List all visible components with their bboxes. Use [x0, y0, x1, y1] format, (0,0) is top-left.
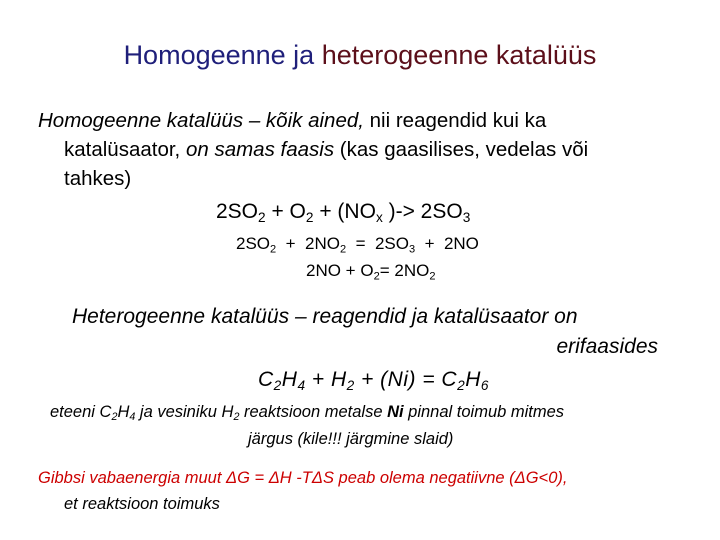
note-nickel-bold: Ni	[387, 403, 404, 421]
eq1-t2: + O	[265, 200, 306, 223]
homogeneous-line2-b: on samas faasis	[185, 138, 335, 161]
homogeneous-line2-a: katalüsaator,	[64, 138, 186, 161]
note-s5: 2	[233, 411, 240, 424]
equation-so2-oxidation	[216, 197, 470, 227]
note-t0: eteeni C	[50, 403, 112, 421]
eq1-s1: 2	[258, 210, 266, 226]
eq1-t0: 2SO	[216, 200, 259, 223]
eq1-t6: )-> 2SO	[382, 200, 463, 223]
note-s3: 4	[129, 411, 136, 424]
eq2-s5: 3	[408, 243, 416, 256]
eqni-s5: 2	[346, 378, 355, 394]
homogeneous-definition	[38, 106, 698, 193]
eq3-s1: 2	[373, 270, 380, 283]
homogeneous-line1-a: katalüüs – kõik ained,	[161, 109, 364, 132]
equation-ethene-hydrogenation	[258, 365, 489, 395]
homogeneous-term: Homogeenne	[38, 109, 162, 132]
note-t4: ja vesiniku H	[135, 403, 234, 421]
eq1-s5: x	[375, 210, 383, 226]
eq3-s3: 2	[429, 270, 436, 283]
eq2-t2: + 2NO	[276, 234, 340, 253]
ethene-note-line-2: järgus (kile!!! järgmine slaid)	[248, 430, 454, 448]
eqni-t2: H	[281, 368, 298, 391]
eq2-t4: = 2SO	[346, 234, 409, 253]
title-part-heterogeneous: heterogeenne katalüüs	[321, 40, 597, 70]
ethene-note-line-1	[50, 400, 564, 424]
eqni-t8: H	[465, 368, 481, 391]
eqni-t6: + (Ni) = C	[354, 368, 458, 391]
eq2-t0: 2SO	[236, 234, 271, 253]
eqni-s3: 4	[297, 378, 306, 394]
eq2-s3: 2	[339, 243, 347, 256]
eqni-s7: 2	[457, 378, 466, 394]
equation-no-regeneration	[306, 259, 435, 283]
eqni-s9: 6	[480, 378, 489, 394]
homogeneous-line-3: tahkes)	[64, 167, 132, 190]
note-t6: reaktsioon metalse	[239, 403, 388, 421]
eqni-t4: + H	[305, 368, 347, 391]
homogeneous-line-2	[38, 135, 698, 164]
eq1-s7: 3	[462, 210, 471, 226]
homogeneous-line-1	[38, 106, 698, 135]
eq2-s1: 2	[270, 243, 277, 256]
eq2-t6: + 2NO	[415, 234, 479, 253]
eq1-t4: + (NO	[313, 200, 376, 223]
title-part-homogeneous: Homogeenne ja	[123, 40, 322, 70]
homogeneous-line1-b: nii reagendid kui ka	[363, 109, 547, 132]
note-t2: H	[117, 403, 130, 421]
homogeneous-line2-c: (kas gaasilises, vedelas või	[334, 138, 589, 161]
eq3-t2: = 2NO	[379, 261, 430, 280]
eq3-t0: 2NO + O	[306, 261, 374, 280]
heterogeneous-definition-line-2: erifaasides	[556, 335, 658, 358]
gibbs-line-1: Gibbsi vabaenergia muut ΔG = ΔH -TΔS peab olema negatiivne (ΔG<0),	[38, 469, 568, 487]
eqni-t0: C	[258, 368, 274, 391]
note-s1: 2	[111, 411, 118, 424]
gibbs-line-2: et reaktsioon toimuks	[64, 495, 220, 513]
equation-no2-step	[236, 232, 479, 256]
eqni-s1: 2	[273, 378, 282, 394]
heterogeneous-definition-line-1: Heterogeenne katalüüs – reagendid ja katalüsaator on	[72, 305, 578, 328]
slide-title	[0, 38, 720, 72]
note-t8: pinnal toimub mitmes	[403, 403, 565, 421]
eq1-s3: 2	[305, 210, 314, 226]
